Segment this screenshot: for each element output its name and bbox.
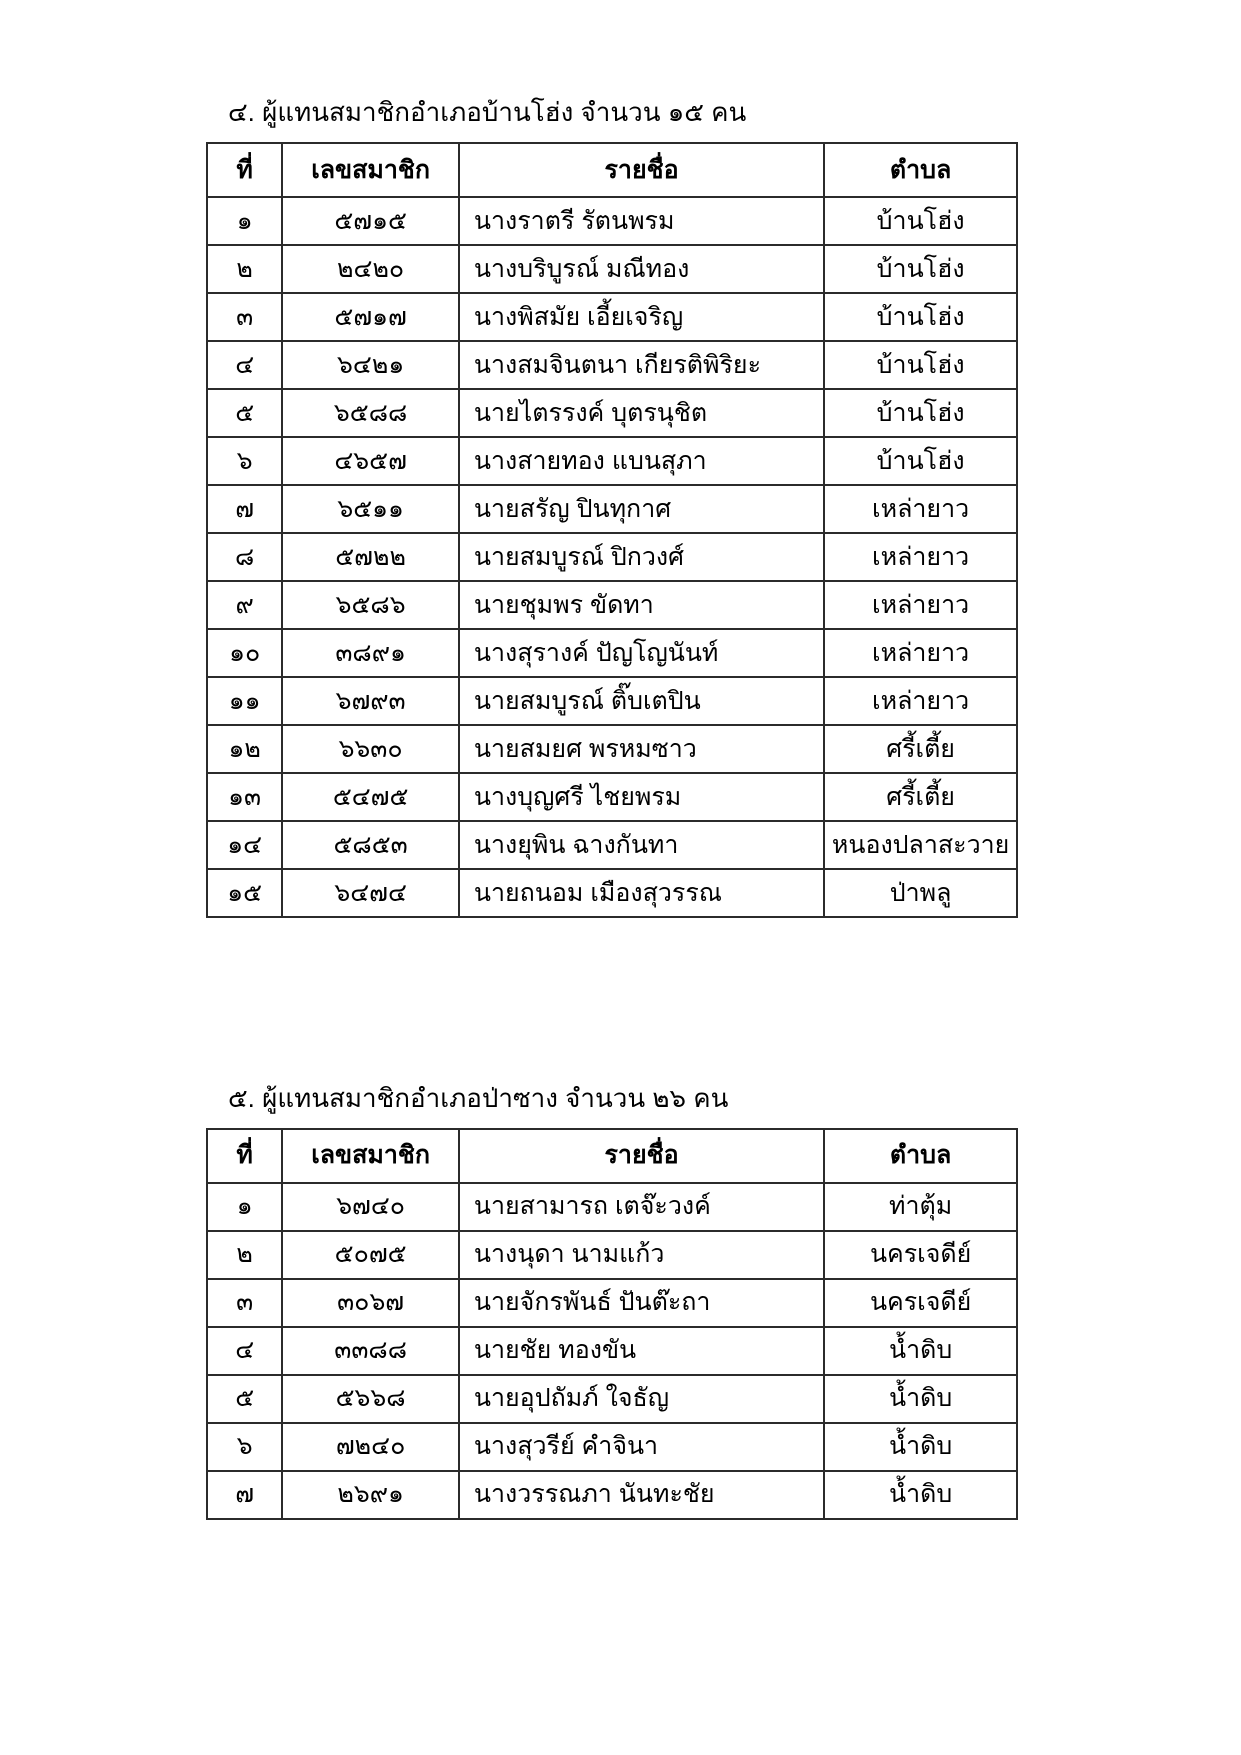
members-table-ban-hong bbox=[206, 142, 1018, 918]
member-name-cell: นายชัย ทองขัน bbox=[459, 1327, 824, 1375]
member-name-cell: นายสามารถ เตจ๊ะวงค์ bbox=[459, 1183, 824, 1231]
member-name-cell: นางบริบูรณ์ มณีทอง bbox=[459, 245, 824, 293]
row-number-cell: ๕ bbox=[207, 389, 282, 437]
member-id-cell: ๖๕๘๘ bbox=[282, 389, 459, 437]
column-header: รายชื่อ bbox=[459, 143, 824, 197]
member-name-cell: นางราตรี รัตนพรม bbox=[459, 197, 824, 245]
table-row bbox=[207, 1423, 1017, 1471]
member-name-cell: นายสมบูรณ์ ติ๊บเตปิน bbox=[459, 677, 824, 725]
header-row bbox=[207, 1129, 1017, 1183]
members-table-pa-sang bbox=[206, 1128, 1018, 1520]
table-row bbox=[207, 1327, 1017, 1375]
tambon-cell: ศรี้เตี้ย bbox=[824, 773, 1017, 821]
column-header: ที่ bbox=[207, 1129, 282, 1183]
column-header: ที่ bbox=[207, 143, 282, 197]
table-row bbox=[207, 1231, 1017, 1279]
row-number-cell: ๗ bbox=[207, 485, 282, 533]
table-row bbox=[207, 725, 1017, 773]
tambon-cell: นครเจดีย์ bbox=[824, 1231, 1017, 1279]
member-id-cell: ๕๗๑๕ bbox=[282, 197, 459, 245]
tambon-cell: บ้านโฮ่ง bbox=[824, 293, 1017, 341]
tambon-cell: บ้านโฮ่ง bbox=[824, 197, 1017, 245]
tambon-cell: เหล่ายาว bbox=[824, 485, 1017, 533]
member-name-cell: นายอุปถัมภ์ ใจธัญ bbox=[459, 1375, 824, 1423]
column-header: ตำบล bbox=[824, 143, 1017, 197]
member-id-cell: ๖๕๘๖ bbox=[282, 581, 459, 629]
member-id-cell: ๓๓๘๘ bbox=[282, 1327, 459, 1375]
tambon-cell: ป่าพลู bbox=[824, 869, 1017, 917]
tambon-cell: เหล่ายาว bbox=[824, 581, 1017, 629]
tambon-cell: บ้านโฮ่ง bbox=[824, 341, 1017, 389]
table-row bbox=[207, 389, 1017, 437]
row-number-cell: ๒ bbox=[207, 1231, 282, 1279]
table-row bbox=[207, 437, 1017, 485]
tambon-cell: น้ำดิบ bbox=[824, 1327, 1017, 1375]
tambon-cell: ศรี้เตี้ย bbox=[824, 725, 1017, 773]
table-row bbox=[207, 1279, 1017, 1327]
member-name-cell: นายไตรรงค์ บุตรนุชิต bbox=[459, 389, 824, 437]
row-number-cell: ๕ bbox=[207, 1375, 282, 1423]
tambon-cell: หนองปลาสะวาย bbox=[824, 821, 1017, 869]
member-id-cell: ๕๔๗๕ bbox=[282, 773, 459, 821]
row-number-cell: ๔ bbox=[207, 341, 282, 389]
row-number-cell: ๑๒ bbox=[207, 725, 282, 773]
row-number-cell: ๘ bbox=[207, 533, 282, 581]
table-row bbox=[207, 1471, 1017, 1519]
table-row bbox=[207, 773, 1017, 821]
section-ban-hong bbox=[206, 96, 1018, 918]
member-id-cell: ๖๗๔๐ bbox=[282, 1183, 459, 1231]
member-id-cell: ๒๔๒๐ bbox=[282, 245, 459, 293]
tambon-cell: น้ำดิบ bbox=[824, 1471, 1017, 1519]
table-title-ban-hong: ๔. ผู้แทนสมาชิกอำเภอบ้านโฮ่ง จำนวน ๑๕ คน bbox=[228, 97, 747, 127]
member-name-cell: นายจักรพันธ์ ปันต๊ะถา bbox=[459, 1279, 824, 1327]
table-row bbox=[207, 869, 1017, 917]
tambon-cell: น้ำดิบ bbox=[824, 1375, 1017, 1423]
row-number-cell: ๑๔ bbox=[207, 821, 282, 869]
column-header: เลขสมาชิก bbox=[282, 1129, 459, 1183]
section-pa-sang bbox=[206, 1082, 1018, 1520]
member-name-cell: นายชุมพร ขัดทา bbox=[459, 581, 824, 629]
member-name-cell: นางนุดา นามแก้ว bbox=[459, 1231, 824, 1279]
member-name-cell: นางบุญศรี ไชยพรม bbox=[459, 773, 824, 821]
table-row bbox=[207, 197, 1017, 245]
member-id-cell: ๒๖๙๑ bbox=[282, 1471, 459, 1519]
tambon-cell: นครเจดีย์ bbox=[824, 1279, 1017, 1327]
member-id-cell: ๗๒๔๐ bbox=[282, 1423, 459, 1471]
table-row bbox=[207, 821, 1017, 869]
table-row bbox=[207, 245, 1017, 293]
row-number-cell: ๒ bbox=[207, 245, 282, 293]
row-number-cell: ๑๕ bbox=[207, 869, 282, 917]
tambon-cell: ท่าตุ้ม bbox=[824, 1183, 1017, 1231]
row-number-cell: ๓ bbox=[207, 1279, 282, 1327]
table-row bbox=[207, 293, 1017, 341]
tambon-cell: เหล่ายาว bbox=[824, 533, 1017, 581]
row-number-cell: ๑๑ bbox=[207, 677, 282, 725]
table-row bbox=[207, 341, 1017, 389]
header-row bbox=[207, 143, 1017, 197]
member-id-cell: ๓๘๙๑ bbox=[282, 629, 459, 677]
row-number-cell: ๓ bbox=[207, 293, 282, 341]
member-name-cell: นายสมยศ พรหมซาว bbox=[459, 725, 824, 773]
row-number-cell: ๖ bbox=[207, 437, 282, 485]
member-name-cell: นางสุวรีย์ คำจินา bbox=[459, 1423, 824, 1471]
tambon-cell: บ้านโฮ่ง bbox=[824, 389, 1017, 437]
table-row bbox=[207, 581, 1017, 629]
member-id-cell: ๔๖๕๗ bbox=[282, 437, 459, 485]
row-number-cell: ๖ bbox=[207, 1423, 282, 1471]
member-name-cell: นางวรรณภา นันทะชัย bbox=[459, 1471, 824, 1519]
tambon-cell: เหล่ายาว bbox=[824, 629, 1017, 677]
tambon-cell: น้ำดิบ bbox=[824, 1423, 1017, 1471]
member-id-cell: ๕๘๕๓ bbox=[282, 821, 459, 869]
member-id-cell: ๓๐๖๗ bbox=[282, 1279, 459, 1327]
member-id-cell: ๖๔๗๔ bbox=[282, 869, 459, 917]
member-name-cell: นางสุรางค์ ปัญโญนันท์ bbox=[459, 629, 824, 677]
member-id-cell: ๕๗๑๗ bbox=[282, 293, 459, 341]
tambon-cell: บ้านโฮ่ง bbox=[824, 245, 1017, 293]
member-id-cell: ๖๗๙๓ bbox=[282, 677, 459, 725]
member-id-cell: ๕๐๗๕ bbox=[282, 1231, 459, 1279]
member-id-cell: ๖๕๑๑ bbox=[282, 485, 459, 533]
row-number-cell: ๔ bbox=[207, 1327, 282, 1375]
column-header: เลขสมาชิก bbox=[282, 143, 459, 197]
tambon-cell: เหล่ายาว bbox=[824, 677, 1017, 725]
table-row bbox=[207, 629, 1017, 677]
member-name-cell: นายสมบูรณ์ ปิกวงศ์ bbox=[459, 533, 824, 581]
member-name-cell: นายสรัญ ปินทุกาศ bbox=[459, 485, 824, 533]
member-name-cell: นายถนอม เมืองสุวรรณ bbox=[459, 869, 824, 917]
member-name-cell: นางยุพิน ฉางกันทา bbox=[459, 821, 824, 869]
tambon-cell: บ้านโฮ่ง bbox=[824, 437, 1017, 485]
member-id-cell: ๖๔๒๑ bbox=[282, 341, 459, 389]
member-id-cell: ๕๖๖๘ bbox=[282, 1375, 459, 1423]
column-header: ตำบล bbox=[824, 1129, 1017, 1183]
member-id-cell: ๕๗๒๒ bbox=[282, 533, 459, 581]
row-number-cell: ๑๐ bbox=[207, 629, 282, 677]
row-number-cell: ๗ bbox=[207, 1471, 282, 1519]
member-name-cell: นางสมจินตนา เกียรติพิริยะ bbox=[459, 341, 824, 389]
column-header: รายชื่อ bbox=[459, 1129, 824, 1183]
member-name-cell: นางสายทอง แบนสุภา bbox=[459, 437, 824, 485]
member-id-cell: ๖๖๓๐ bbox=[282, 725, 459, 773]
table-row bbox=[207, 1183, 1017, 1231]
row-number-cell: ๑๓ bbox=[207, 773, 282, 821]
row-number-cell: ๑ bbox=[207, 1183, 282, 1231]
row-number-cell: ๑ bbox=[207, 197, 282, 245]
table-row bbox=[207, 533, 1017, 581]
row-number-cell: ๙ bbox=[207, 581, 282, 629]
table-row bbox=[207, 485, 1017, 533]
table-row bbox=[207, 677, 1017, 725]
member-name-cell: นางพิสมัย เอี้ยเจริญ bbox=[459, 293, 824, 341]
table-row bbox=[207, 1375, 1017, 1423]
table-title-pa-sang: ๕. ผู้แทนสมาชิกอำเภอป่าซาง จำนวน ๒๖ คน bbox=[228, 1082, 729, 1113]
